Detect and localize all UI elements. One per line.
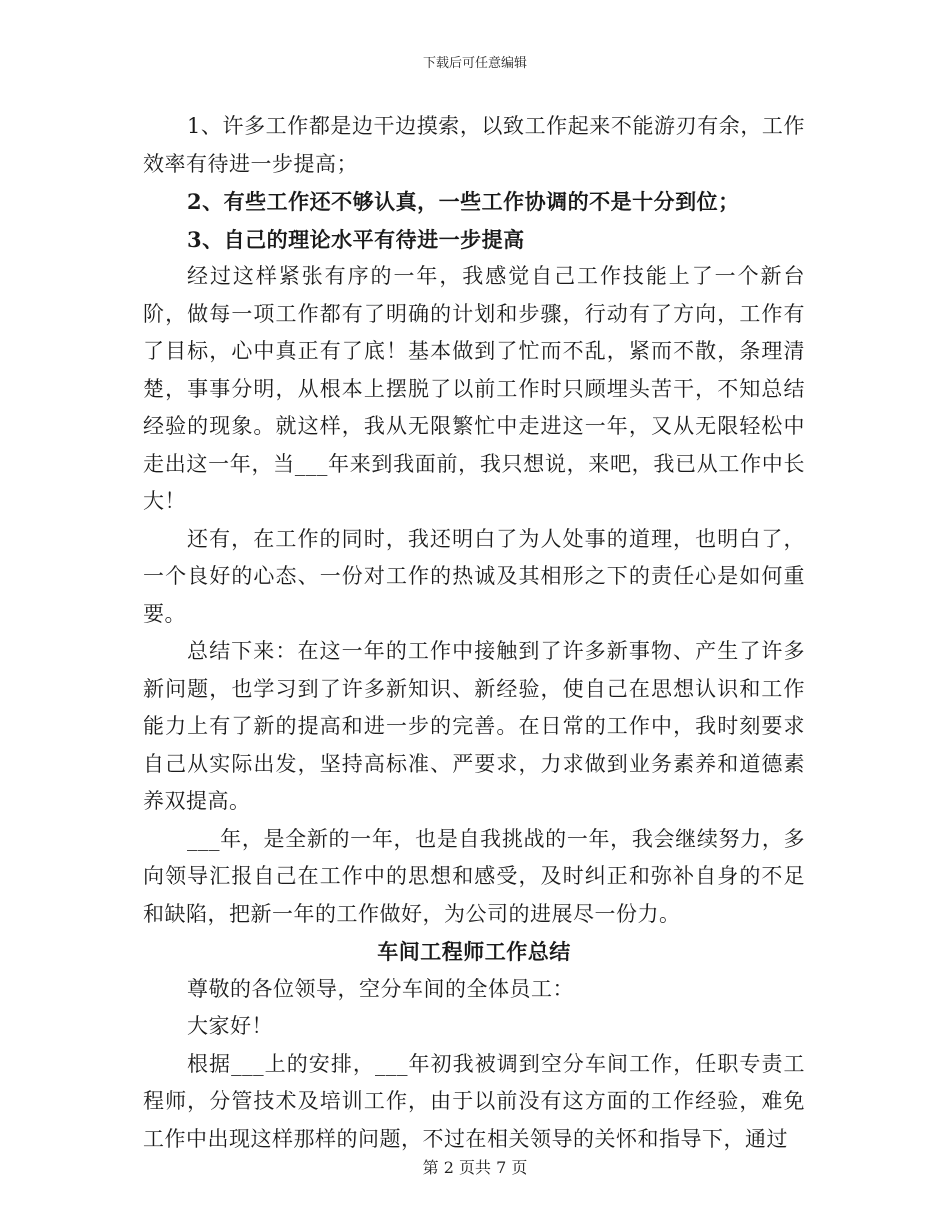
- paragraph-new-year: ___年，是全新的一年，也是自我挑战的一年，我会继续努力，多向领导汇报自己在工作中的思想和感受，及时纠正和弥补自身的不足和缺陷，把新一年的工作做好，为公司的进展尽一份力。: [143, 826, 805, 926]
- section-title: 车间工程师工作总结: [377, 939, 571, 964]
- paragraph-summary: 总结下来：在这一年的工作中接触到了许多新事物、产生了许多新问题，也学习到了许多新知识、新经验，使自己在思想认识和工作能力上有了新的提高和进一步的完善。在日常的工作中，我时刻要求自己从实际出发，坚持高标准、严要求，力求做到业务素养和道德素养双提高。: [143, 639, 805, 813]
- paragraph-item-1: 1、许多工作都是边干边摸索，以致工作起来不能游刃有余，工作效率有待进一步提高；: [143, 114, 805, 176]
- paragraph-item-3: 3、自己的理论水平有待进一步提高: [187, 226, 525, 252]
- paragraph-item-2: 2、有些工作还不够认真，一些工作协调的不是十分到位；: [187, 189, 740, 214]
- page-header: 下载后可任意编辑: [422, 56, 527, 71]
- paragraph-work-skills: 经过这样紧张有序的一年，我感觉自己工作技能上了一个新台阶，做每一项工作都有了明确的计划和步骤，行动有了方向，工作有了目标，心中真正有了底！基本做到了忙而不乱，紧而不散，条理清楚，事事分明，从根本上摆脱了以前工作时只顾埋头苦干，不知总结经验的现象。就这样，我从无限繁忙中走进这一年，又从无限轻松中走出这一年，当___年来到我面前，我只想说，来吧，我已从工作中长大！: [143, 264, 805, 513]
- page-footer: 第 2 页共 7 页: [422, 1158, 528, 1177]
- paragraph-attitude: 还有，在工作的同时，我还明白了为人处事的道理，也明白了，一个良好的心态、一份对工作的热诚及其相形之下的责任心是如何重要。: [143, 526, 805, 626]
- paragraph-greeting: 大家好！: [187, 1014, 273, 1038]
- document-body: [143, 108, 805, 1158]
- paragraph-intro: 根据___上的安排，___年初我被调到空分车间工作，任职专责工程师，分管技术及培训工作，由于以前没有这方面的工作经验，难免工作中出现这样那样的问题，不过在相关领导的关怀和指导下，通过: [143, 1051, 805, 1151]
- paragraph-salutation: 尊敬的各位领导，空分车间的全体员工：: [187, 976, 574, 1001]
